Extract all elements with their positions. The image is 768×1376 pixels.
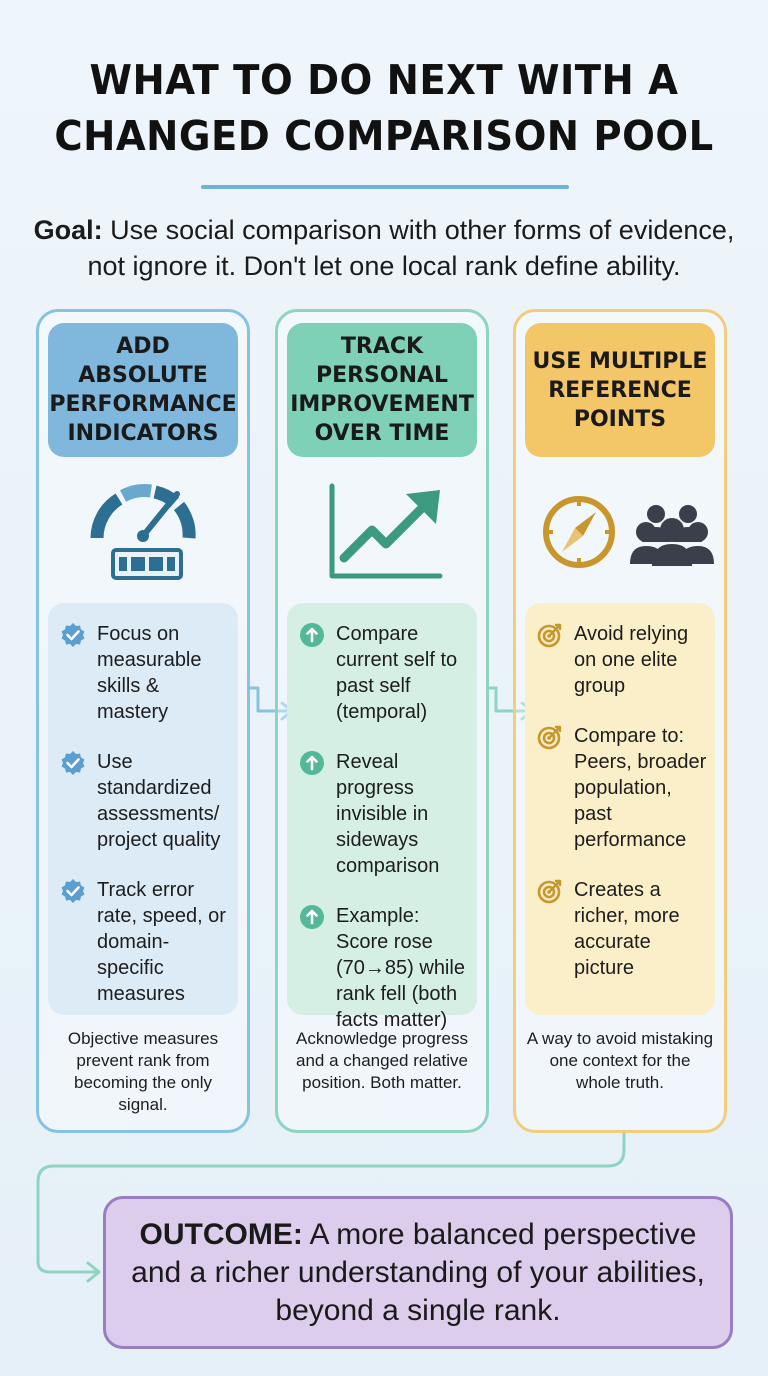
list-item-text: Compare to: Peers, broader population, past performance [574, 725, 707, 851]
target-icon [537, 724, 563, 750]
list-item-text: Use standardized assessments/ project quality [97, 751, 221, 851]
column-note: A way to avoid mistaking one context for the whole truth. [526, 1029, 714, 1092]
list-item-text: Creates a richer, more accurate picture [574, 879, 680, 979]
checkmark-badge-icon [60, 878, 86, 904]
target-icon [537, 878, 563, 904]
up-arrow-circle-icon [299, 904, 325, 930]
compass-icon [546, 499, 612, 565]
checkmark-badge-icon [60, 750, 86, 776]
outcome-label: OUTCOME: [139, 1217, 303, 1251]
list-item-text: Example: Score rose (70→85) while rank fell (both facts matter) [336, 905, 465, 1031]
list-item [60, 621, 230, 725]
list-item [299, 749, 469, 879]
checkmark-badge-icon [60, 622, 86, 648]
title-line-2: CHANGED COMPARISON POOL [54, 112, 714, 160]
goal-label: Goal: [33, 215, 103, 245]
up-arrow-circle-icon [299, 750, 325, 776]
action-list [525, 603, 715, 1015]
column-multiple-references [513, 309, 727, 1133]
list-item-text: Track error rate, speed, or domain-specific measures [97, 879, 226, 1005]
list-item-text: Focus on measurable skills & mastery [97, 623, 202, 723]
column-header: ADD ABSOLUTE PERFORMANCE INDICATORS [48, 323, 238, 457]
goal-statement [30, 212, 738, 284]
list-item [537, 723, 707, 853]
list-item [537, 621, 707, 699]
column-header: USE MULTIPLE REFERENCE POINTS [525, 323, 715, 457]
outcome-box [103, 1196, 733, 1349]
title-line-1: WHAT TO DO NEXT WITH A [89, 56, 679, 104]
up-arrow-circle-icon [299, 622, 325, 648]
list-item [299, 621, 469, 725]
column-header: TRACK PERSONAL IMPROVEMENT OVER TIME [287, 323, 477, 457]
action-list [287, 603, 477, 1031]
outcome-text: A more balanced perspective and a richer understanding of your abilities, beyond a single rank. [131, 1217, 705, 1327]
speedometer-dashboard-icon [39, 472, 247, 592]
column-note: Objective measures prevent rank from becoming the only signal. [67, 1029, 219, 1114]
list-item [537, 877, 707, 981]
list-item [60, 749, 230, 853]
trending-up-chart-icon [278, 472, 486, 592]
connector-3-to-outcome-arrowhead [88, 1263, 99, 1281]
column-note: Acknowledge progress and a changed relative position. Both matter. [295, 1029, 469, 1092]
list-item-text: Reveal progress invisible in sideways comparison [336, 751, 440, 877]
compass-and-people-icon [516, 472, 724, 592]
list-item [60, 877, 230, 1007]
title-divider [201, 185, 569, 189]
column-personal-improvement [275, 309, 489, 1133]
column-absolute-indicators [36, 309, 250, 1133]
page-title [23, 52, 745, 164]
list-item-text: Avoid relying on one elite group [574, 623, 689, 697]
list-item [299, 903, 469, 1033]
people-group-icon [630, 505, 714, 566]
list-item-text: Compare current self to past self (temporal) [336, 623, 458, 723]
target-icon [537, 622, 563, 648]
goal-text: Use social comparison with other forms of evidence, not ignore it. Don't let one local rank define ability. [87, 215, 735, 281]
action-list [48, 603, 238, 1015]
